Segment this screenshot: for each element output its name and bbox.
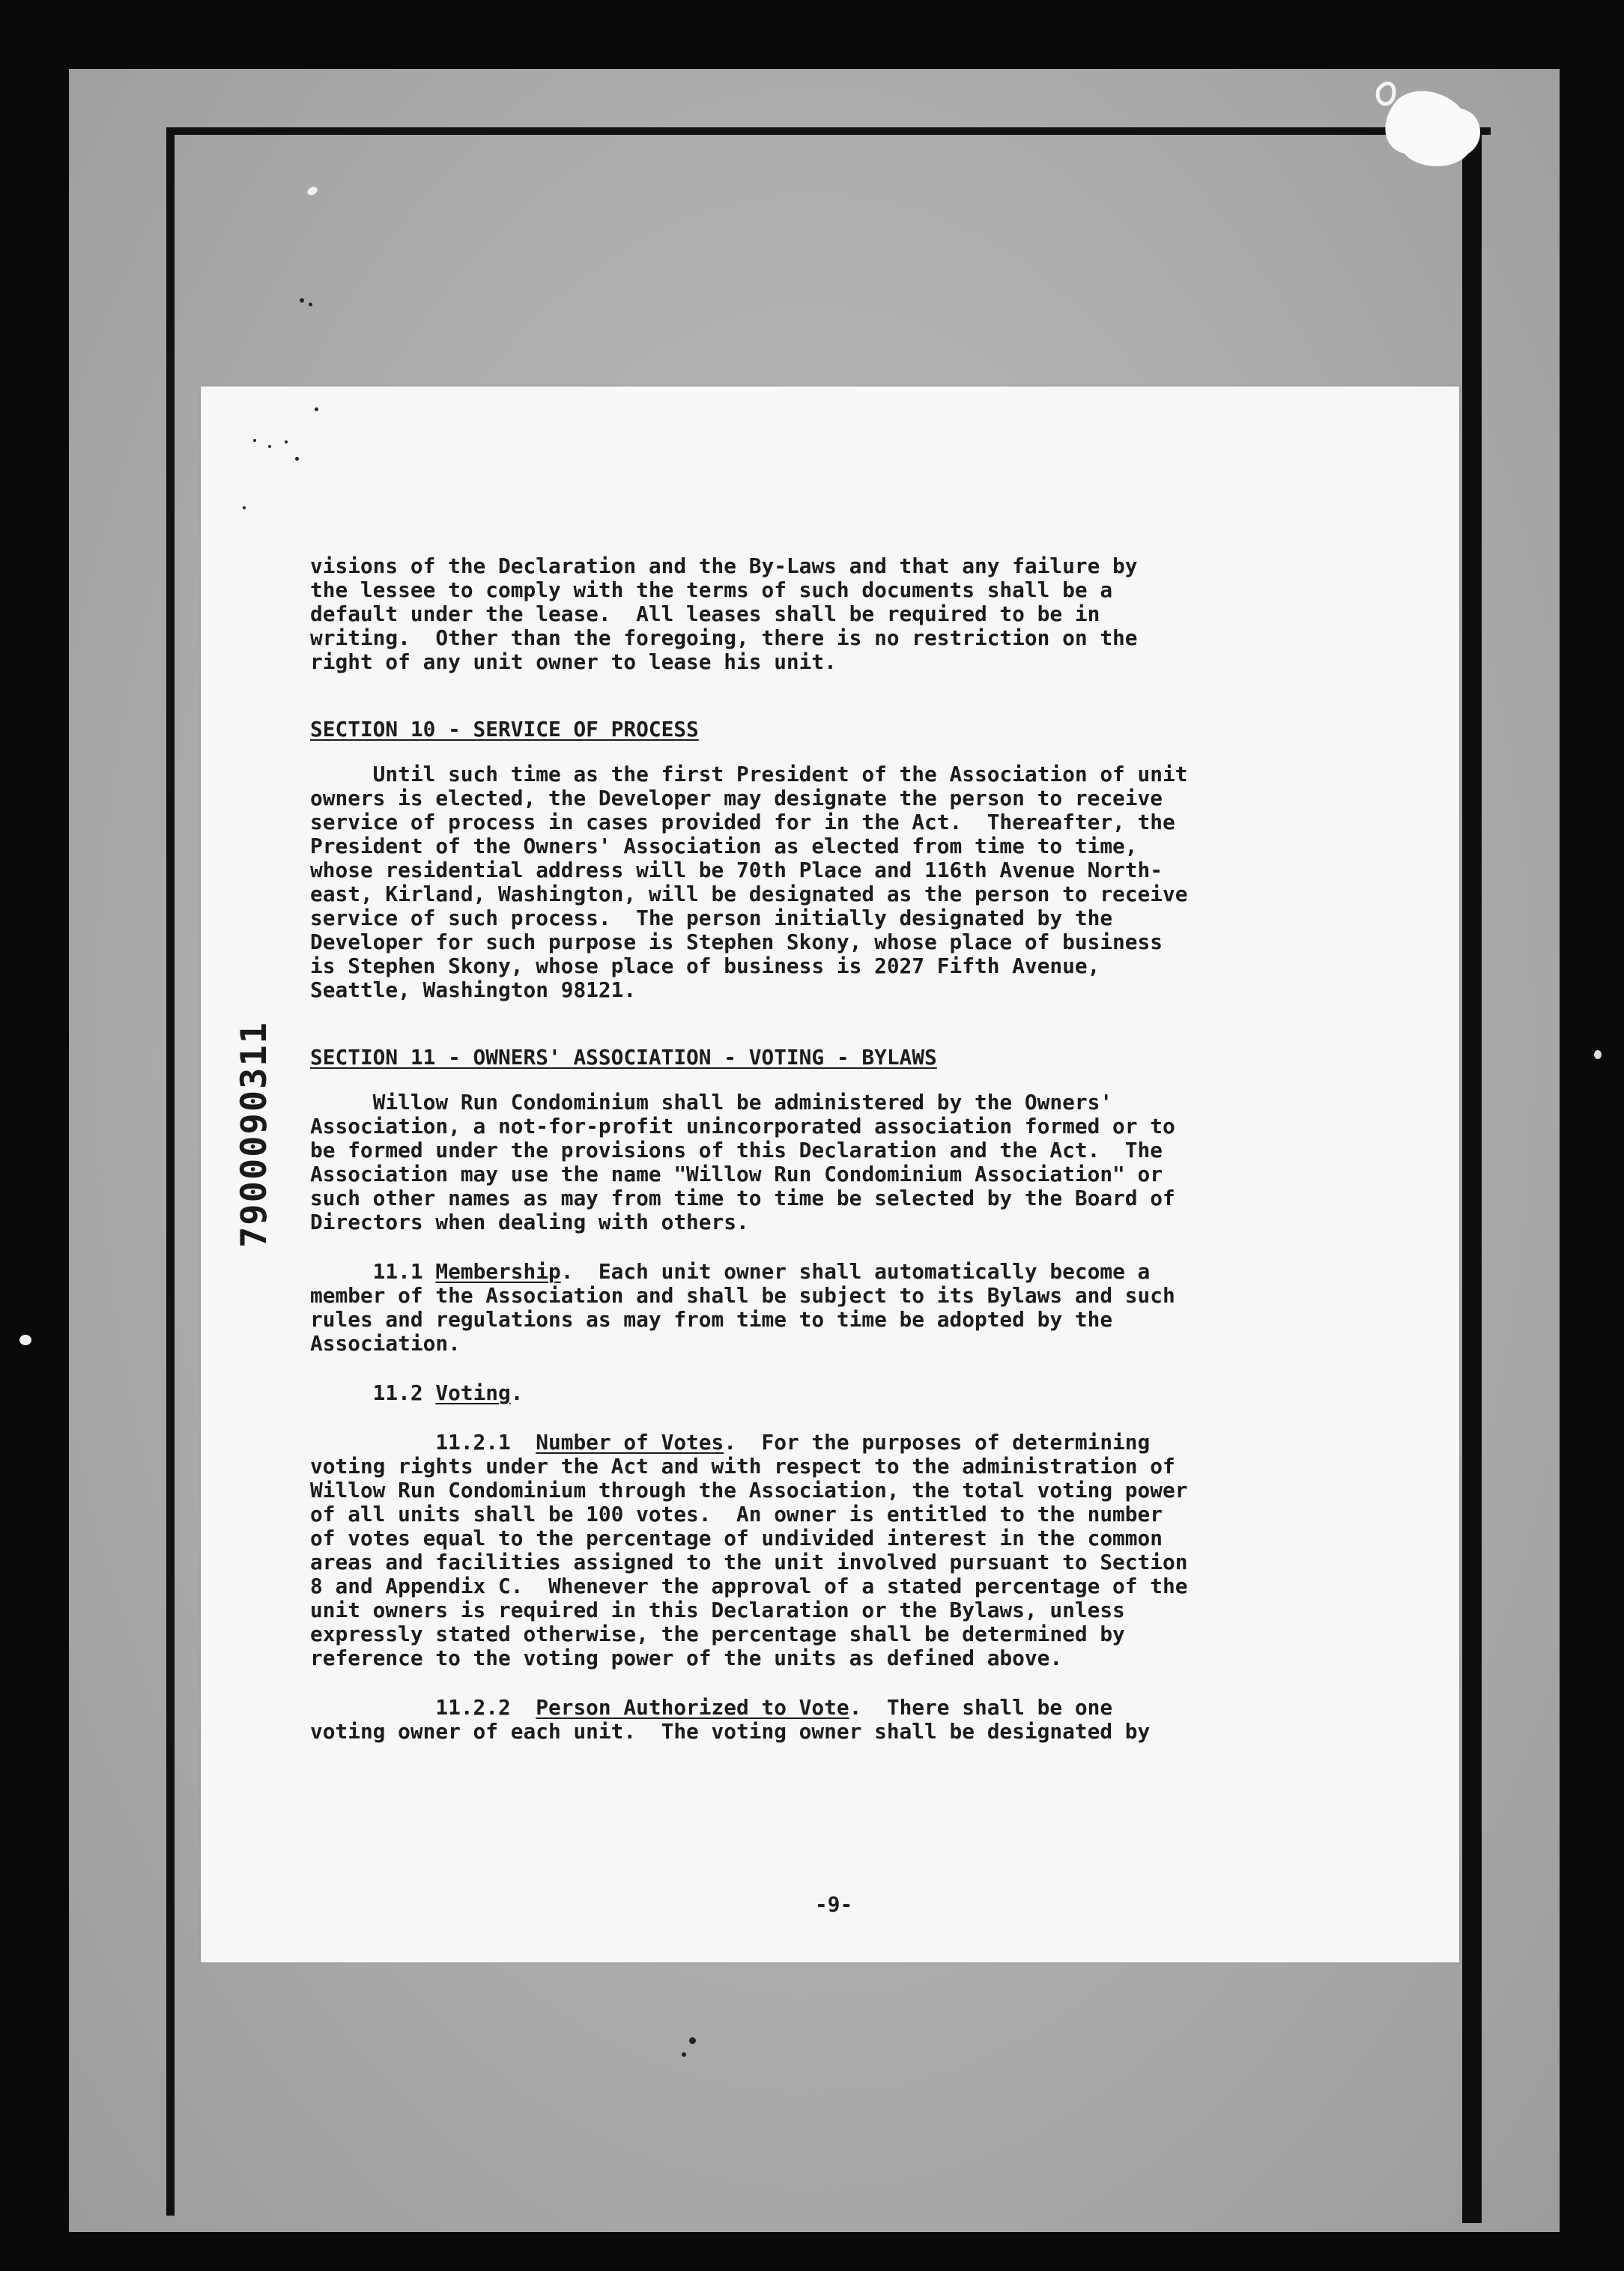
clause-title-person-authorized: Person Authorized to Vote — [536, 1695, 849, 1720]
text-line: visions of the Declaration and the By-Laws and that any failure by — [310, 554, 1138, 578]
text-line: unit owners is required in this Declaration or the Bylaws, unless — [310, 1598, 1125, 1622]
text-line: service of process in cases provided for in the Act. Thereafter, the — [310, 810, 1175, 834]
clause-title-number-of-votes: Number of Votes — [536, 1430, 724, 1455]
text-line: of votes equal to the percentage of undivided interest in the common — [310, 1526, 1163, 1550]
text-line: voting owner of each unit. The voting owner shall be designated by — [310, 1719, 1151, 1744]
clause-number: 11.2.1 — [310, 1430, 536, 1455]
text-span: . Each unit owner shall automatically become a — [560, 1259, 1151, 1284]
text-line: default under the lease. All leases shall be required to be in — [310, 601, 1100, 626]
paragraph-lease-continuation — [310, 554, 1329, 674]
text-line — [310, 1431, 1329, 1455]
text-span: . There shall be one — [849, 1695, 1113, 1720]
page-number: -9- — [815, 1892, 853, 1917]
text-line: expressly stated otherwise, the percentage shall be determined by — [310, 1622, 1125, 1646]
text-line: owners is elected, the Developer may designate the person to receive — [310, 786, 1163, 810]
text-line: such other names as may from time to time be selected by the Board of — [310, 1186, 1175, 1210]
film-damage-blot — [1363, 75, 1498, 180]
frame-line-top — [169, 127, 1491, 135]
text-line: Association. — [310, 1331, 461, 1356]
text-line — [310, 1696, 1329, 1720]
paragraph-service-of-process — [310, 762, 1329, 1002]
text-line: Seattle, Washington 98121. — [310, 977, 637, 1002]
text-span: . For the purposes of determining — [724, 1430, 1151, 1455]
paragraph-owners-association — [310, 1091, 1329, 1234]
text-line: of all units shall be 100 votes. An owner is entitled to the number — [310, 1502, 1163, 1526]
clause-title-membership: Membership — [435, 1259, 561, 1284]
text-line: right of any unit owner to lease his unit. — [310, 649, 837, 674]
clause-number: 11.1 — [310, 1259, 436, 1284]
text-line: whose residential address will be 70th Place and 116th Avenue North- — [310, 858, 1163, 882]
text-line: Association may use the name "Willow Run Condominium Association" or — [310, 1162, 1163, 1186]
text-line: is Stephen Skony, whose place of business is 2027 Fifth Avenue, — [310, 953, 1100, 978]
text-line: areas and facilities assigned to the unit involved pursuant to Section — [310, 1550, 1188, 1574]
text-line: Willow Run Condominium through the Association, the total voting power — [310, 1478, 1188, 1503]
text-line: President of the Owners' Association as elected from time to time, — [310, 834, 1138, 858]
text-line: Association, a not-for-profit unincorporated association formed or to — [310, 1114, 1175, 1138]
frame-line-left — [166, 127, 175, 2216]
text-line: be formed under the provisions of this Declaration and the Act. The — [310, 1138, 1163, 1162]
paragraph-number-of-votes — [310, 1431, 1329, 1670]
text-line: Developer for such purpose is Stephen Skony, whose place of business — [310, 930, 1163, 954]
text-line: Until such time as the first President of the Association of unit — [310, 762, 1188, 786]
clause-number: 11.2.2 — [310, 1695, 536, 1720]
microfilm-stamp-number: 7900090311 — [234, 1021, 275, 1248]
paragraph-membership — [310, 1260, 1329, 1356]
text-line: reference to the voting power of the units as defined above. — [310, 1646, 1063, 1670]
text-line — [310, 1381, 1329, 1405]
text-line: service of such process. The person initially designated by the — [310, 906, 1113, 930]
text-line: the lessee to comply with the terms of such documents shall be a — [310, 577, 1113, 602]
text-line: rules and regulations as may from time to time be adopted by the — [310, 1307, 1113, 1332]
text-span: . — [510, 1380, 524, 1405]
frame-line-right — [1462, 132, 1482, 2223]
text-line: writing. Other than the foregoing, there is no restriction on the — [310, 625, 1138, 650]
paragraph-voting — [310, 1381, 1329, 1405]
document-body — [310, 554, 1329, 1744]
clause-number: 11.2 — [310, 1380, 436, 1405]
text-line: member of the Association and shall be subject to its Bylaws and such — [310, 1283, 1175, 1308]
section-10-heading: SECTION 10 - SERVICE OF PROCESS — [310, 717, 699, 742]
text-line: east, Kirland, Washington, will be designated as the person to receive — [310, 882, 1188, 906]
text-line: voting rights under the Act and with respect to the administration of — [310, 1454, 1175, 1479]
text-line: Directors when dealing with others. — [310, 1210, 749, 1234]
text-line: Willow Run Condominium shall be administered by the Owners' — [310, 1090, 1113, 1115]
clause-title-voting: Voting — [435, 1380, 511, 1405]
text-line — [310, 1260, 1329, 1284]
section-11-heading: SECTION 11 - OWNERS' ASSOCIATION - VOTING - BYLAWS — [310, 1045, 937, 1070]
paragraph-person-authorized — [310, 1696, 1329, 1744]
text-line: 8 and Appendix C. Whenever the approval of a stated percentage of the — [310, 1574, 1188, 1598]
